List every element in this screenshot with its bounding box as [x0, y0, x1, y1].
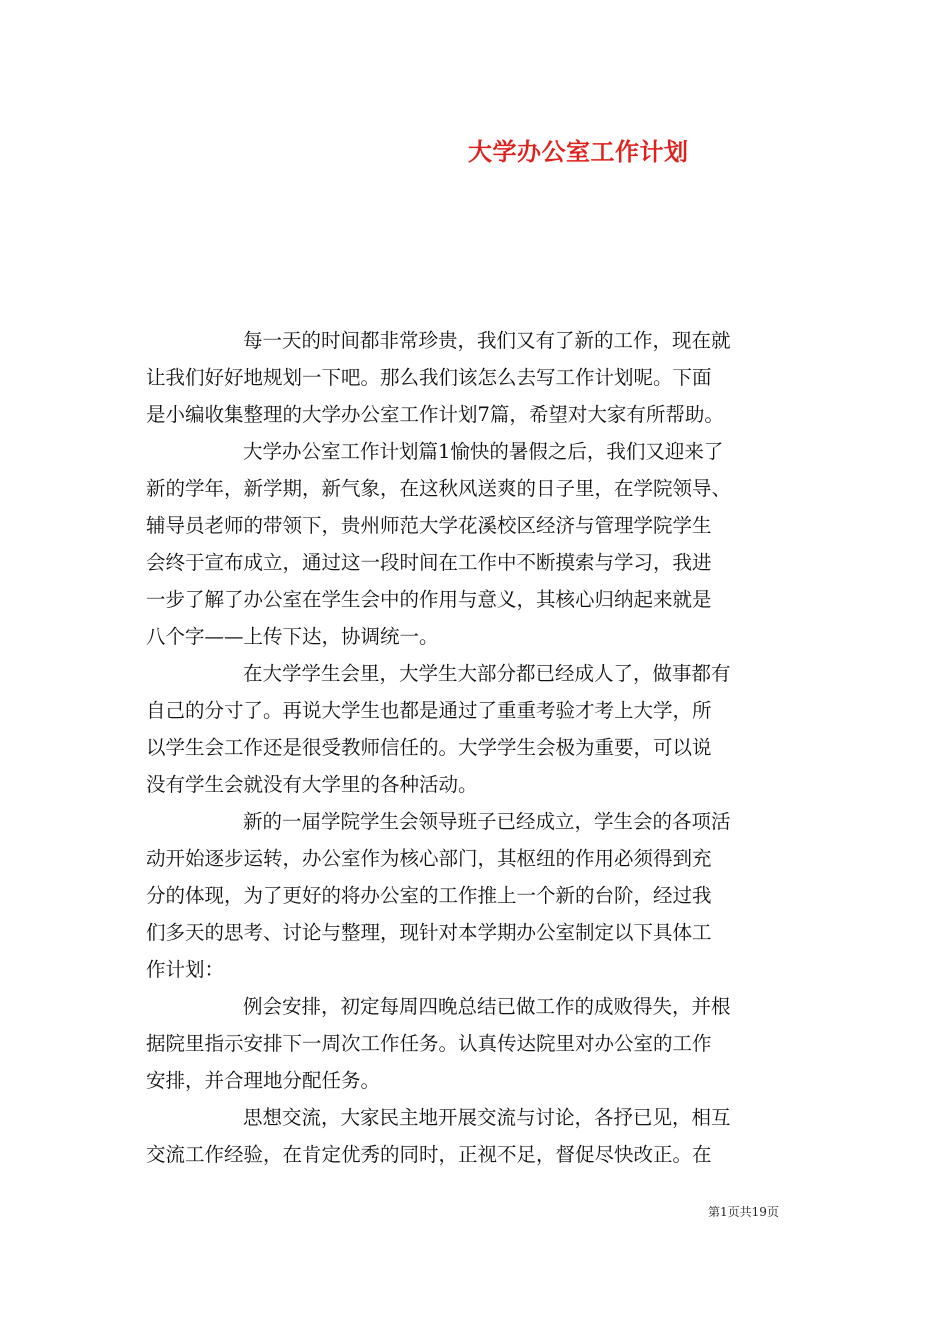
text-line: 例会安排，初定每周四晚总结已做工作的成败得失，并根	[243, 995, 731, 1018]
text-line: 据院里指示安排下一周次工作任务。认真传达院里对办公室的工作	[146, 1032, 712, 1055]
text-line: 思想交流，大家民主地开展交流与讨论，各抒已见，相互	[243, 1106, 731, 1129]
text-line: 会终于宣布成立，通过这一段时间在工作中不断摸索与学习，我进	[146, 551, 712, 574]
document-body	[146, 322, 806, 1173]
document-title: 大学办公室工作计划	[468, 137, 689, 166]
paragraph	[146, 988, 806, 1099]
text-line: 每一天的时间都非常珍贵，我们又有了新的工作，现在就	[243, 329, 731, 352]
text-line: 新的一届学院学生会领导班子已经成立，学生会的各项活	[243, 810, 731, 833]
text-line: 没有学生会就没有大学里的各种活动。	[146, 773, 478, 796]
text-line: 大学办公室工作计划篇1愉快的暑假之后，我们又迎来了	[243, 440, 724, 463]
text-line: 交流工作经验，在肯定优秀的同时，正视不足，督促尽快改正。在	[146, 1143, 712, 1166]
text-line: 以学生会工作还是很受教师信任的。大学学生会极为重要，可以说	[146, 736, 712, 759]
text-line: 辅导员老师的带领下，贵州师范大学花溪校区经济与管理学院学生	[146, 514, 712, 537]
text-line: 安排，并合理地分配任务。	[146, 1069, 381, 1092]
paragraph	[146, 322, 806, 433]
paragraph	[146, 655, 806, 803]
text-line: 自己的分寸了。再说大学生也都是通过了重重考验才考上大学，所	[146, 699, 712, 722]
text-line: 新的学年，新学期，新气象，在这秋风送爽的日子里，在学院领导、	[146, 477, 732, 500]
paragraph	[146, 1099, 806, 1173]
text-line: 一步了解了办公室在学生会中的作用与意义，其核心归纳起来就是	[146, 588, 712, 611]
paragraph	[146, 433, 806, 655]
text-line: 动开始逐步运转，办公室作为核心部门，其枢纽的作用必须得到充	[146, 847, 712, 870]
text-line: 让我们好好地规划一下吧。那么我们该怎么去写工作计划呢。下面	[146, 366, 712, 389]
page-number: 第1页共19页	[708, 1205, 779, 1219]
text-line: 们多天的思考、讨论与整理，现针对本学期办公室制定以下具体工	[146, 921, 712, 944]
paragraph	[146, 803, 806, 988]
text-line: 在大学学生会里，大学生大部分都已经成人了，做事都有	[243, 662, 731, 685]
text-line: 分的体现，为了更好的将办公室的工作推上一个新的台阶，经过我	[146, 884, 712, 907]
text-line: 作计划：	[146, 958, 225, 981]
text-line: 是小编收集整理的大学办公室工作计划7篇，希望对大家有所帮助。	[146, 403, 724, 426]
text-line: 八个字——上传下达，协调统一。	[146, 625, 439, 648]
